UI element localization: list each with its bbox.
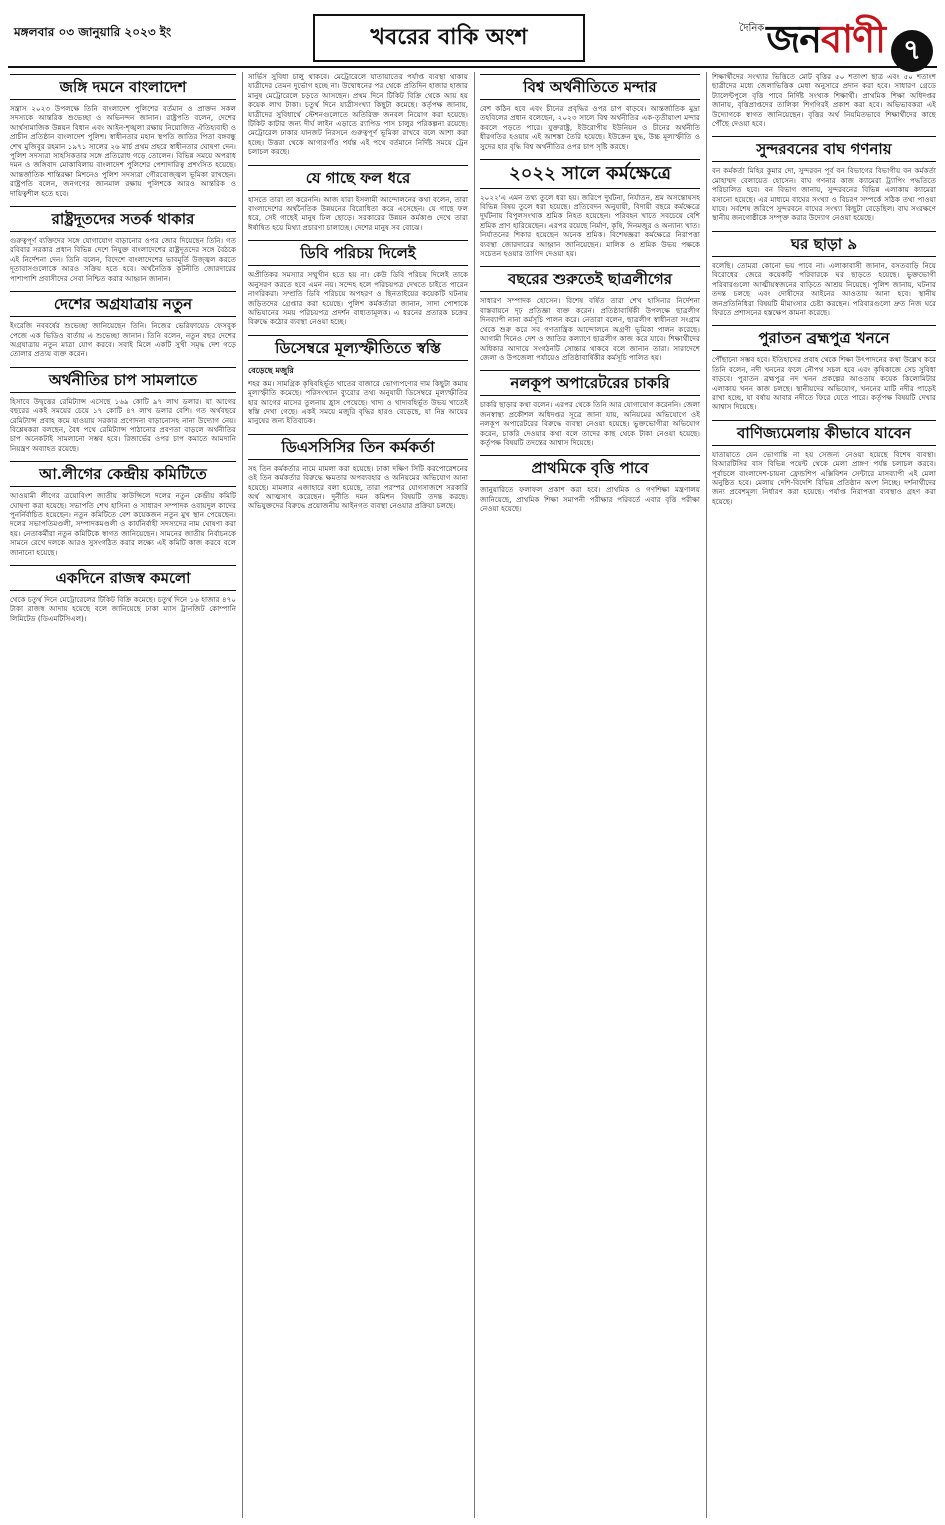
- article-body: সাধারণ সম্পাদক হোসেন। বিশেষ বর্ষিত তারা শেখ হাসিনার নির্দেশনা বাস্তবায়নে দৃঢ় প্রতিজ্ঞা ব্যক্ত করেন। প্রতিষ্ঠাবার্ষিকী উপলক্ষে ছাত্রলীগ দিনব্যাপী নানা কর্মসূচি পালন করে। নেতারা বলেন, ছাত্রলীগ স্বাধীনতা সংগ্রাম থেকে শুরু করে সব গণতান্ত্রিক আন্দোলনে অগ্রণী ভূমিকা পালন করেছে। আগামী দিনেও দেশ ও জাতির কল্যাণে ছাত্রলীগ কাজ করে যাবে। শিক্ষার্থীদের অধিকার আদায়ে সংগঠনটি সোচ্চার থাকবে বলে জানান তারা। সারাদেশে জেলা ও উপজেলা পর্যায়েও প্রতিষ্ঠাবার্ষিকীর কর্মসূচি পালিত হয়।: [480, 296, 700, 362]
- article-headline: বাণিজ্যমেলায় কীভাবে যাবেন: [712, 420, 936, 446]
- page-number-badge: ৭: [891, 30, 933, 72]
- article: [712, 323, 936, 411]
- column-3: [480, 72, 700, 1518]
- article-body: বলেছি। তোমরা কোনো ভয় পাবে না। এলাকাবাসী জানান, বসতবাড়ি নিয়ে বিরোধের জেরে কয়েকটি পরিবারকে ঘর ছাড়তে হয়েছে। ভুক্তভোগী পরিবারগুলো আত্মীয়স্বজনের বাড়িতে আশ্রয় নিয়েছে। পুলিশ জানায়, ঘটনার তদন্ত চলছে এবং দোষীদের আইনের আওতায় আনা হবে। স্থানীয় জনপ্রতিনিধিরা বিষয়টি মীমাংসার চেষ্টা করছেন। পরিবারগুলো দ্রুত নিজ ঘরে ফিরতে প্রশাসনের হস্তক্ষেপ কামনা করেছে।: [712, 260, 936, 317]
- issue-date: মঙ্গলবার ০৩ জানুয়ারি ২০২৩ ইং: [14, 25, 172, 39]
- article-headline: আ.লীগের কেন্দ্রীয় কমিটিতে: [10, 461, 236, 487]
- article-body: হাসতে তারা তা করেননি। আজ যারা ইসলামী আন্দোলনের কথা বলেন, তারা বাংলাদেশের অর্থনৈতিক উন্নয়নের বিরোধিতা করে এসেছেন। যে গাছে ফল ধরে, সেই গাছেই মানুষ ঢিল ছোড়ে। সরকারের উন্নয়ন কর্মকাণ্ড দেখে তারা ঈর্ষান্বিত হয়ে মিথ্যা প্রচারণা চালাচ্ছে। দেশের মানুষ সব বোঝে।: [248, 194, 468, 232]
- masthead: [0, 0, 945, 68]
- article-body: পৌঁছানো সম্ভব হবে। ইতিহাসের প্রবাহ থেকে শিক্ষা উৎপাদনের কথা উল্লেখ করে তিনি বলেন, নদী খননের ফলে নৌপথ সচল হবে এবং কৃষিকাজে সেচ সুবিধা বাড়বে। পুরাতন ব্রহ্মপুত্র নদ খনন প্রকল্পের আওতায় কয়েক কিলোমিটার এলাকায় খনন কাজ চলছে। স্থানীয়দের অভিযোগ, খননের মাটি নদীর পাড়েই রাখা হচ্ছে, যা বর্ষায় আবার নদীতে ফিরে যেতে পারে। কর্তৃপক্ষ বিষয়টি দেখার আশ্বাস দিয়েছে।: [712, 355, 936, 412]
- article: [10, 365, 236, 453]
- article-headline: একদিনে রাজস্ব কমলো: [10, 565, 236, 591]
- logo-part1: জন: [766, 16, 821, 61]
- article: [480, 368, 700, 447]
- section-title-box: [313, 14, 585, 62]
- article-headline: বছরের শুরুতেই ছাত্রলীগের: [480, 266, 700, 292]
- article: [10, 459, 236, 557]
- column-divider: [474, 72, 475, 1518]
- column-2: [248, 72, 468, 1518]
- logo-part2: বাণী: [820, 16, 885, 61]
- article-subheadline: বেড়েছে মজুরি: [248, 365, 294, 375]
- column-divider: [706, 72, 707, 1518]
- article: [248, 72, 468, 157]
- article: [480, 72, 700, 151]
- article: [712, 418, 936, 506]
- article: [712, 72, 936, 128]
- article-body: শিক্ষার্থীদের সংখ্যার ভিত্তিতে মোট বৃত্তির ৫০ শতাংশ ছাত্র এবং ৫০ শতাংশ ছাত্রীদের মধ্যে জেলাভিত্তিক মেধা অনুসারে প্রদান করা হবে। সাধারণ গ্রেডে ট্যালেন্টপুলে বৃত্তি পাবে নির্দিষ্ট সংখ্যক শিক্ষার্থী। প্রাথমিক শিক্ষা অধিদপ্তর জানায়, বৃত্তিপ্রাপ্তদের তালিকা শিগগিরই প্রকাশ করা হবে। অভিভাবকরা এই উদ্যোগকে স্বাগত জানিয়েছেন। বৃত্তির অর্থ নিয়মিতভাবে শিক্ষার্থীদের কাছে পৌঁছে দেওয়া হবে।: [712, 72, 936, 129]
- article-headline: পুরাতন ব্রহ্মপুত্র খননে: [712, 325, 936, 351]
- article-body: যাতায়াতে যেন ভোগান্তি না হয় সেজন্য নেওয়া হয়েছে বিশেষ ব্যবস্থা। বিআরটিসির বাস বিভিন্ন পয়েন্ট থেকে মেলা প্রাঙ্গণ পর্যন্ত চলাচল করবে। পূর্বাচলে বাংলাদেশ-চায়না ফ্রেন্ডশিপ এক্সিবিশন সেন্টারে মাসব্যাপী এই মেলা অনুষ্ঠিত হবে। মেলায় দেশি-বিদেশি বিভিন্ন প্রতিষ্ঠান অংশ নিচ্ছে। দর্শনার্থীদের জন্য প্রবেশমূল্য নির্ধারণ করা হয়েছে। পর্যাপ্ত নিরাপত্তা ব্যবস্থাও গ্রহণ করা হয়েছে।: [712, 449, 936, 506]
- article-headline: যে গাছে ফল ধরে: [248, 165, 468, 191]
- article-body: সহ তিন কর্মকর্তার নামে মামলা করা হয়েছে। ঢাকা দক্ষিণ সিটি করপোরেশনের ওই তিন কর্মকর্তার বিরুদ্ধে ক্ষমতার অপব্যবহার ও অনিয়মের অভিযোগ আনা হয়েছে। মামলার এজাহারে বলা হয়েছে, তারা পরস্পর যোগসাজশে সরকারি অর্থ আত্মসাৎ করেছেন। দুর্নীতি দমন কমিশন বিষয়টি তদন্ত করছে। অভিযুক্তদের বিরুদ্ধে প্রয়োজনীয় আইনগত ব্যবস্থা নেওয়ার প্রক্রিয়া চলছে।: [248, 463, 468, 511]
- article-headline: ডিসেম্বরে মূল্যস্ফীতিতে স্বস্তি: [248, 335, 468, 361]
- article-headline: ২০২২ সালে কর্মক্ষেত্রে: [480, 159, 700, 189]
- article: [480, 157, 700, 258]
- article-headline: বিশ্ব অর্থনীতিতে মন্দার: [480, 74, 700, 100]
- article: [480, 264, 700, 362]
- article-headline: জঙ্গি দমনে বাংলাদেশ: [10, 74, 236, 100]
- article: [248, 432, 468, 511]
- article: [10, 72, 236, 198]
- article-headline: রাষ্ট্রদূতদের সতর্ক থাকার: [10, 206, 236, 232]
- article: [10, 204, 236, 283]
- article-body: শহর কম। সামগ্রিক কৃষিবহির্ভূত খাতের বাজারে ভোগ্যপণ্যের দাম কিছুটা কমায় মূল্যস্ফীতি কমেছে। পরিসংখ্যান ব্যুরোর তথ্য অনুযায়ী ডিসেম্বরে মূল্যস্ফীতির হার আগের মাসের তুলনায় হ্রাস পেয়েছে। খাদ্য ও খাদ্যবহির্ভূত উভয় খাতেই স্বস্তি দেখা গেছে। একই সময়ে মজুরি বৃদ্ধির হারও বেড়েছে, যা নিম্ন আয়ের মানুষের জন্য ইতিবাচক।: [248, 378, 468, 426]
- article-headline: ডিবি পরিচয় দিলেই: [248, 240, 468, 266]
- article-body: বেশ কঠিন হবে এবং চীনের প্রবৃদ্ধির ওপর চাপ বাড়বে। আন্তর্জাতিক মুদ্রা তহবিলের প্রধান বলেছেন, ২০২৩ সালে বিশ্ব অর্থনীতির এক-তৃতীয়াংশ মন্দার কবলে পড়তে পারে। যুক্তরাষ্ট্র, ইউরোপীয় ইউনিয়ন ও চীনের অর্থনীতি ধীরগতির হওয়ায় এই আশঙ্কা তৈরি হয়েছে। ইউক্রেন যুদ্ধ, উচ্চ মূল্যস্ফীতি ও সুদের হার বৃদ্ধি বিশ্ব অর্থনীতির ওপর চাপ সৃষ্টি করছে।: [480, 104, 700, 151]
- article-body: থেকে চতুর্থ দিনে মেট্রোরেলের টিকিট বিক্রি কমেছে। চতুর্থ দিনে ১৬ হাজার ৪৭০ টাকা রাজস্ব আদায় হয়েছে বলে জানিয়েছে ঢাকা ম্যাস ট্রানজিট কোম্পানি লিমিটেড (ডিএমটিসিএল)।: [10, 595, 236, 623]
- article: [248, 333, 468, 426]
- article-body: গুরুত্বপূর্ণ ব্যক্তিদের সঙ্গে যোগাযোগ বাড়ানোর ওপর জোর দিয়েছেন তিনি। গত রবিবার সরকার প্রধান বিভিন্ন দেশে নিযুক্ত বাংলাদেশের রাষ্ট্রদূতদের সঙ্গে বৈঠকে এই নির্দেশনা দেন। তিনি বলেন, বিদেশে বাংলাদেশের ভাবমূর্তি উজ্জ্বল করতে দূতাবাসগুলোকে আরও সক্রিয় হতে হবে। অর্থনৈতিক কূটনীতি জোরদারের পাশাপাশি প্রবাসীদের সেবা নিশ্চিত করার আহ্বান জানান।: [10, 236, 236, 283]
- article-body: ২০২২'এ এমন তথ্য তুলে ধরা হয়। জরিপে দুর্ঘটনা, নির্যাতন, শ্রম অসন্তোষসহ বিভিন্ন বিষয় তুলে ধরা হয়েছে। প্রতিবেদন অনুযায়ী, বিদায়ী বছরে কর্মক্ষেত্রে দুর্ঘটনায় বিপুলসংখ্যক শ্রমিক নিহত হয়েছেন। পরিবহন খাতে সবচেয়ে বেশি শ্রমিক প্রাণ হারিয়েছেন। এরপর রয়েছে নির্মাণ, কৃষি, দিনমজুর ও অন্যান্য খাত। নির্যাতনের শিকার হয়েছেন অনেক শ্রমিক। বিশেষজ্ঞরা কর্মক্ষেত্রে নিরাপত্তা ব্যবস্থা জোরদারের আহ্বান জানিয়েছেন। মালিক ও শ্রমিক উভয় পক্ষকে সচেতন হওয়ার তাগিদ দেওয়া হয়।: [480, 192, 700, 259]
- logo-wordmark: [766, 10, 885, 74]
- column-1: [10, 72, 236, 1518]
- article-body: জানুয়ারিতে ফলাফল প্রকাশ করা হবে। প্রাথমিক ও গণশিক্ষা মন্ত্রণালয় জানিয়েছে, প্রাথমিক শিক্ষা সমাপনী পরীক্ষার পরিবর্তে এবার বৃত্তি পরীক্ষা নেওয়া হয়েছে।: [480, 485, 700, 514]
- article-body: হিসাবে উদ্বৃত্তের রেমিট্যান্স এসেছে ১৬৯ কোটি ৯৭ লাখ ডলার। যা আগের বছরের একই সময়ের চেয়ে ১৭ কোটি ৪৭ লাখ ডলার বেশি। গত অর্থবছরে রেমিট্যান্স প্রবাহ কমে যাওয়ায় সরকার প্রণোদনা বাড়ানোসহ নানা উদ্যোগ নেয়। বিশ্লেষকরা বলছেন, বৈধ পথে রেমিট্যান্স পাঠানোর প্রবণতা বাড়লে অর্থনীতির চাপ অনেকটাই সামলানো সম্ভব হবে। রিজার্ভের ওপর চাপ কমাতে আমদানি নিয়ন্ত্রণ অব্যাহত রয়েছে।: [10, 396, 236, 453]
- article: [248, 238, 468, 326]
- newspaper-logo: [739, 10, 933, 74]
- column-4: [712, 72, 936, 1518]
- article-headline: দেশের অগ্রযাত্রায় নতুন: [10, 291, 236, 317]
- article-body: সার্ভিস সুবিধা চালু থাকবে। মেট্রোরেলে যাতায়াতের পর্যাপ্ত ব্যবস্থা থাকায় যাত্রীদের তেমন দুর্ভোগ হচ্ছে না। উদ্বোধনের পর থেকে প্রতিদিন হাজার হাজার মানুষ মেট্রোরেলে চড়তে আসছেন। প্রথম দিনে টিকিট বিক্রি থেকে আয় হয় কয়েক লাখ টাকা। চতুর্থ দিনে যাত্রীসংখ্যা কিছুটা কমেছে। কর্তৃপক্ষ জানায়, যাত্রীদের সুবিধার্থে স্টেশনগুলোতে অতিরিক্ত জনবল নিয়োগ করা হয়েছে। টিকিট কাটার জন্য দীর্ঘ লাইন এড়াতে র‍্যাপিড পাস চালুর পরিকল্পনা রয়েছে। মেট্রোরেল ঢাকার যানজট নিরসনে গুরুত্বপূর্ণ ভূমিকা রাখবে বলে আশা করা হচ্ছে। উত্তরা থেকে আগারগাঁও পর্যন্ত এই পথে বর্তমানে নির্দিষ্ট সময়ে ট্রেন চলাচল করছে।: [248, 72, 468, 157]
- article-body: সন্ত্রাস ২০২৩ উপলক্ষে তিনি বাংলাদেশ পুলিশের বর্তমান ও প্রাক্তন সকল সদস্যকে আন্তরিক শুভেচ্ছা ও অভিনন্দন জানান। রাষ্ট্রপতি বলেন, দেশের আর্থসামাজিক উন্নয়ন বিধান এবং আইন-শৃঙ্খলা রক্ষায় নিয়োজিত ঐতিহ্যবাহী ও প্রাচীন প্রতিষ্ঠান বাংলাদেশ পুলিশ। স্বাধীনতার মহান স্থপতি জাতির পিতা বঙ্গবন্ধু শেখ মুজিবুর রহমান ১৯৭১ সালের ২৬ মার্চ প্রথম প্রহরে স্বাধীনতার ঘোষণা দেন। পুলিশ সদস্যরা সাহসিকতার সঙ্গে প্রতিরোধ গড়ে তোলেন। বিভিন্ন সময়ে অপরাধ দমন ও জঙ্গিবাদ মোকাবিলায় বাংলাদেশ পুলিশের পেশাদারিত্ব প্রশংসিত হয়েছে। আন্তর্জাতিক শান্তিরক্ষা মিশনেও পুলিশ সদস্যরা গৌরবোজ্জ্বল ভূমিকা রাখছেন। রাষ্ট্রপতি বলেন, জনগণের জানমাল রক্ষায় পুলিশকে আরও আন্তরিক ও দায়িত্বশীল হতে হবে।: [10, 104, 236, 198]
- article: [712, 229, 936, 317]
- article-body: আওয়ামী লীগের ত্রয়োবিংশ জাতীয় কাউন্সিলে দলের নতুন কেন্দ্রীয় কমিটি ঘোষণা করা হয়েছে। সভাপতি শেখ হাসিনা ও সাধারণ সম্পাদক ওবায়দুল কাদের পুনর্নির্বাচিত হয়েছেন। নতুন কমিটিতে বেশ কয়েকজন নতুন মুখ স্থান পেয়েছেন। দলের সভাপতিমণ্ডলী, সম্পাদকমণ্ডলী ও কার্যনির্বাহী সদস্যদের নাম ঘোষণা করা হয়। নেতাকর্মীরা নতুন কমিটিকে স্বাগত জানিয়েছেন। সামনের জাতীয় নির্বাচনকে সামনে রেখে দলকে আরও সুসংগঠিত করার লক্ষ্যে এই কমিটি কাজ করবে বলে জানানো হয়েছে।: [10, 491, 236, 557]
- article-body: অপ্রীতিকর সমস্যার সম্মুখীন হতে হয় না। কেউ ডিবি পরিচয় দিলেই তাকে অনুসরণ করতে হবে এমন নয়। সন্দেহ হলে পরিচয়পত্র দেখতে চাইতে পারেন নাগরিকরা। সম্প্রতি ডিবি পরিচয়ে অপহরণ ও ছিনতাইয়ের কয়েকটি ঘটনায় জড়িতদের গ্রেপ্তার করা হয়েছে। পুলিশ কর্মকর্তারা জানান, সাদা পোশাকে অভিযানের সময় পরিচয়পত্র প্রদর্শন বাধ্যতামূলক। এ ধরনের প্রতারক চক্রের বিরুদ্ধে কঠোর ব্যবস্থা নেওয়া হচ্ছে।: [248, 270, 468, 327]
- article-headline: নলকূপ অপারেটরের চাকরি: [480, 370, 700, 396]
- article: [248, 163, 468, 233]
- article: [480, 453, 700, 513]
- article: [10, 563, 236, 623]
- header-rule: [8, 66, 937, 68]
- logo-prefix: দৈনিক: [739, 23, 765, 34]
- article-body: ইংরেজি নববর্ষের শুভেচ্ছা জানিয়েছেন তিনি। নিজের ভেরিফায়েড ফেসবুক পেজে এক ভিডিও বার্তায় এ শুভেচ্ছা জানান। তিনি বলেন, নতুন বছর দেশের অগ্রযাত্রায় নতুন মাত্রা যোগ করবে। সবাই মিলে একটি সুখী সমৃদ্ধ দেশ গড়ে তোলার প্রত্যয় ব্যক্ত করেন।: [10, 321, 236, 359]
- article-headline: সুন্দরবনের বাঘ গণনায়: [712, 136, 936, 162]
- article: [10, 289, 236, 359]
- article-headline: প্রাথমিকে বৃত্তি পাবে: [480, 455, 700, 481]
- article-headline: অর্থনীতির চাপ সামলাতে: [10, 367, 236, 393]
- section-title: খবরের বাকি অংশ: [370, 23, 528, 50]
- article: [712, 134, 936, 222]
- article-body: চাকরি ছাড়ার কথা বলেন। এরপর থেকে তিনি আর যোগাযোগ করেননি। জেলা জনস্বাস্থ্য প্রকৌশল অধিদপ্তর সূত্রে জানা যায়, অনিয়মের অভিযোগে ওই নলকূপ অপারেটরের বিরুদ্ধে ব্যবস্থা নেওয়া হয়েছে। ভুক্তভোগীরা অভিযোগ করেন, চাকরি দেওয়ার কথা বলে তাদের কাছ থেকে টাকা নেওয়া হয়েছে। কর্তৃপক্ষ বিষয়টি তদন্তের আশ্বাস দিয়েছে।: [480, 400, 700, 447]
- article-headline: ঘর ছাড়া ৯: [712, 231, 936, 257]
- article-body: বন কর্মকর্তা মিহির কুমার দো, সুন্দরবন পূর্ব বন বিভাগের বিভাগীয় বন কর্মকর্তা মোহাম্মদ বেলায়েত হোসেন। বাঘ গণনার কাজ ক্যামেরা ট্র্যাপিং পদ্ধতিতে পরিচালিত হবে। বন বিভাগ জানায়, সুন্দরবনের বিভিন্ন এলাকায় ক্যামেরা বসানো হয়েছে। এর মাধ্যমে বাঘের সংখ্যা ও বিচরণ সম্পর্কে সঠিক তথ্য পাওয়া যাবে। সর্বশেষ জরিপে সুন্দরবনে বাঘের সংখ্যা কিছুটা বেড়েছিল। বাঘ সংরক্ষণে স্থানীয় জনগোষ্ঠীকে সম্পৃক্ত করার উদ্যোগ নেওয়া হয়েছে।: [712, 166, 936, 223]
- column-divider: [242, 72, 243, 1518]
- article-headline: ডিএসসিসির তিন কর্মকর্তা: [248, 434, 468, 460]
